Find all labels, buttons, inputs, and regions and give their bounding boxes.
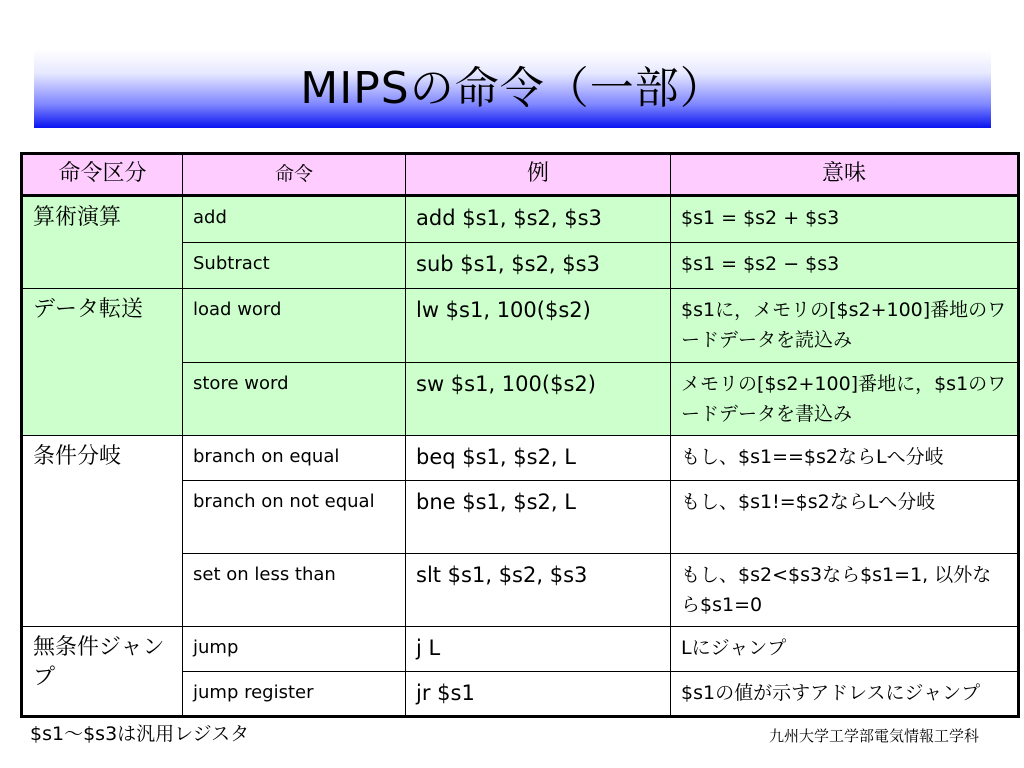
instruction-example: sw $s1, 100($s2)	[406, 362, 671, 435]
institution-label: 九州大学工学部電気情報工学科	[768, 727, 979, 745]
instruction-meaning: $s1 = $s2 + $s3	[671, 195, 1019, 242]
instruction-meaning: もし、$s2<$s3なら$s1=1, 以外なら$s1=0	[671, 554, 1019, 627]
header-example: 例	[406, 154, 671, 196]
category-cell: データ転送	[22, 289, 183, 436]
instruction-name: add	[183, 195, 406, 242]
table-header-row	[22, 154, 1019, 196]
instruction-meaning: $s1の値が示すアドレスにジャンプ	[671, 672, 1019, 717]
instruction-example: bne $s1, $s2, L	[406, 480, 671, 553]
instruction-example: j L	[406, 627, 671, 672]
register-note: $s1～$s3は汎用レジスタ	[30, 723, 250, 745]
header-instruction: 命令	[183, 154, 406, 196]
instruction-name: jump	[183, 627, 406, 672]
instruction-meaning: メモリの[$s2+100]番地に，$s1のワードデータを書込み	[671, 362, 1019, 435]
mips-instruction-table	[20, 152, 1020, 718]
header-category: 命令区分	[22, 154, 183, 196]
instruction-name: jump register	[183, 672, 406, 717]
category-cell: 算術演算	[22, 195, 183, 289]
instruction-meaning: もし、$s1==$s2ならLへ分岐	[671, 435, 1019, 480]
category-cell: 無条件ジャンプ	[22, 627, 183, 717]
instruction-example: jr $s1	[406, 672, 671, 717]
instruction-example: slt $s1, $s2, $s3	[406, 554, 671, 627]
slide-title: MIPSの命令（一部）	[300, 63, 725, 114]
instruction-meaning: $s1 = $s2 − $s3	[671, 242, 1019, 289]
instruction-example: beq $s1, $s2, L	[406, 435, 671, 480]
table-row	[22, 195, 1019, 242]
instruction-name: branch on equal	[183, 435, 406, 480]
instruction-example: sub $s1, $s2, $s3	[406, 242, 671, 289]
category-cell: 条件分岐	[22, 435, 183, 626]
instruction-name: set on less than	[183, 554, 406, 627]
instruction-name: store word	[183, 362, 406, 435]
instruction-example: add $s1, $s2, $s3	[406, 195, 671, 242]
instruction-meaning: もし、$s1!=$s2ならLへ分岐	[671, 480, 1019, 553]
table-row	[22, 435, 1019, 480]
instruction-example: lw $s1, 100($s2)	[406, 289, 671, 362]
header-meaning: 意味	[671, 154, 1019, 196]
instruction-meaning: Lにジャンプ	[671, 627, 1019, 672]
instruction-name: load word	[183, 289, 406, 362]
instruction-name: branch on not equal	[183, 480, 406, 553]
instruction-name: Subtract	[183, 242, 406, 289]
table-row	[22, 289, 1019, 362]
instruction-meaning: $s1に，メモリの[$s2+100]番地のワードデータを読込み	[671, 289, 1019, 362]
table-row	[22, 627, 1019, 672]
title-banner	[34, 50, 991, 128]
